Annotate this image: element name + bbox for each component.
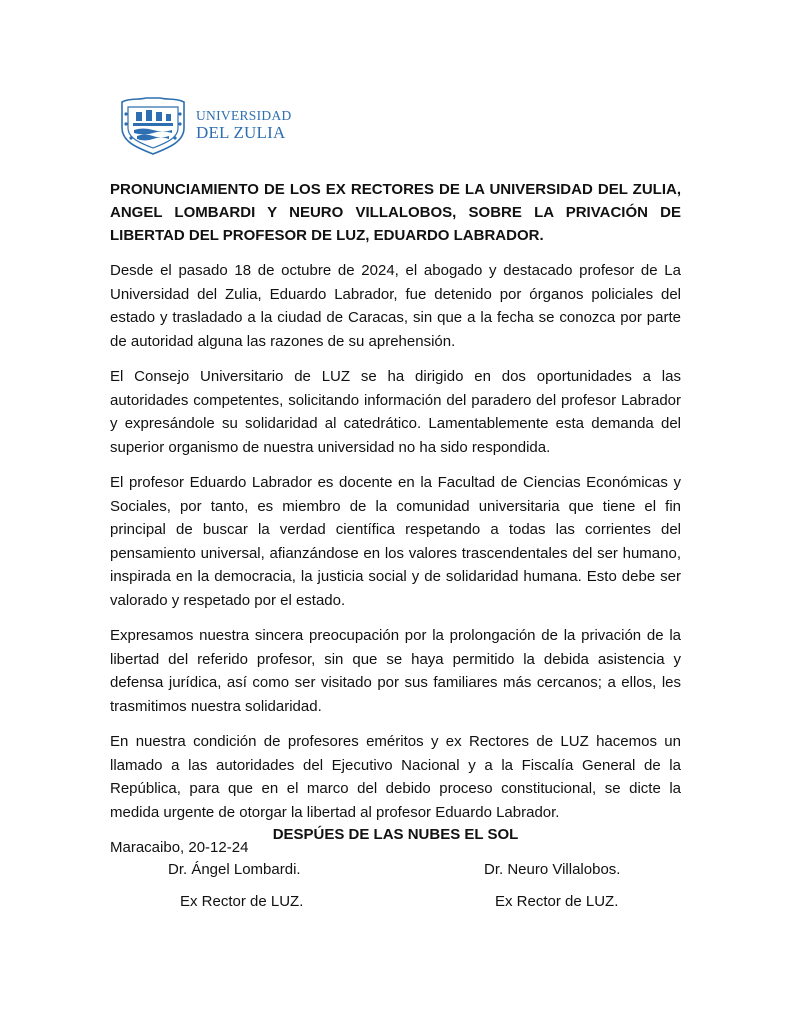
logo-wordmark <box>196 109 292 142</box>
signature-2-title: Ex Rector de LUZ. <box>495 893 619 910</box>
logo-line-1: UNIVERSIDAD <box>196 107 292 123</box>
document-body <box>110 178 681 859</box>
document-heading: PRONUNCIAMIENTO DE LOS EX RECTORES DE LA UNIVERSIDAD DEL ZULIA, ANGEL LOMBARDI Y NEURO VILLALOBOS, SOBRE LA PRIVACIÓN DE LIBERTAD DEL PROFESOR DE LUZ, EDUARDO LABRADOR. <box>110 181 681 244</box>
paragraph-2: El Consejo Universitario de LUZ se ha dirigido en dos oportunidades a las autoridades competentes, solicitando información del paradero del profesor Labrador y expresándole su solidaridad al catedrático. Lamentablemente esta demanda del superior organismo de nuestra universidad no ha sido respondida. <box>110 368 681 456</box>
logo-line-2: DEL ZULIA <box>196 123 286 143</box>
signature-2-name: Dr. Neuro Villalobos. <box>484 861 621 878</box>
paragraph-5: En nuestra condición de profesores eméritos y ex Rectores de LUZ hacemos un llamado a las autoridades del Ejecutivo Nacional y a la Fiscalía General de la República, para que en el marco del debido proceso constitucional, se dicte la medida urgente de otorgar la libertad al profesor Eduardo Labrador. <box>110 733 681 821</box>
paragraph-1: Desde el pasado 18 de octubre de 2024, el abogado y destacado profesor de La Universidad del Zulia, Eduardo Labrador, fue detenido por órganos policiales del estado y trasladado a la ciudad de Caracas, sin que a la fecha se conozca por parte de autoridad alguna las razones de su aprehensión. <box>110 262 681 350</box>
signature-1-name: Dr. Ángel Lombardi. <box>168 861 301 878</box>
signature-1-title: Ex Rector de LUZ. <box>180 893 304 910</box>
motto: DESPÚES DE LAS NUBES EL SOL <box>272 826 519 843</box>
paragraph-3: El profesor Eduardo Labrador es docente en la Facultad de Ciencias Económicas y Sociales, por tanto, es miembro de la comunidad universitaria que tiene el fin principal de buscar la verdad científica respetando a todas las corrientes del pensamiento universal, afianzándose en los valores trascendentales del ser humano, inspirada en la democracia, la justicia social y de solidaridad humana. Esto debe ser valorado y respetado por el estado. <box>110 474 681 609</box>
place-date: Maracaibo, 20-12-24 <box>110 839 249 856</box>
paragraph-4: Expresamos nuestra sincera preocupación por la prolongación de la privación de la libertad del referido profesor, sin que se haya permitido la debida asistencia y defensa jurídica, así como ser visitado por sus familiares más cercanos; a ellos, les trasmitimos nuestra solidaridad. <box>110 627 681 715</box>
university-logo <box>116 94 292 156</box>
university-crest-icon <box>116 94 190 156</box>
